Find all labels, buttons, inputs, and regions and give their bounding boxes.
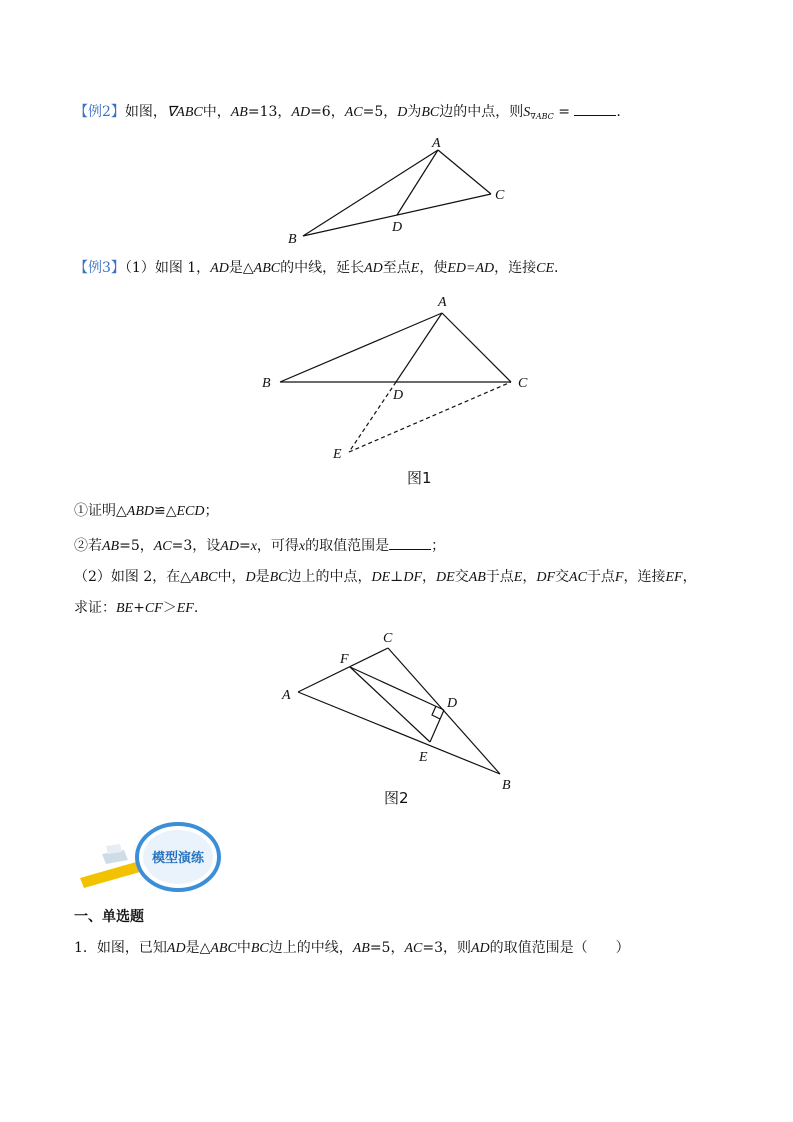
area-symbol: S xyxy=(523,105,531,120)
var: AD xyxy=(166,941,186,956)
var: EF xyxy=(665,570,683,585)
text: 边的中点，则 xyxy=(439,104,524,120)
text: 是△ xyxy=(185,940,211,956)
answer-blank[interactable] xyxy=(389,535,431,550)
var: ABD xyxy=(126,504,154,519)
model-practice-badge xyxy=(76,820,226,895)
example-2-figure xyxy=(0,0,793,260)
label-b: B xyxy=(502,778,511,793)
text: （2）如图 2，在△ xyxy=(74,569,192,585)
text: 是△ xyxy=(228,260,254,276)
segment-ac xyxy=(442,313,511,382)
text: 边上的中点， xyxy=(287,569,372,585)
label-b: B xyxy=(262,376,271,391)
text: . xyxy=(554,260,559,276)
part-2-line-2 xyxy=(74,598,198,619)
example-3-line xyxy=(74,258,558,279)
example-2-tag: 【例2】 xyxy=(74,104,125,120)
var: BE xyxy=(116,601,134,616)
text: 的取值范围是（ ） xyxy=(489,940,630,956)
label-e: E xyxy=(333,447,342,462)
part-2-line-1 xyxy=(74,567,697,588)
text: + xyxy=(133,600,145,616)
figure-1-caption: 图1 xyxy=(407,469,432,487)
text: 中， xyxy=(202,104,231,120)
text: ，使 xyxy=(419,260,448,276)
var: x xyxy=(250,539,257,554)
var: AB xyxy=(102,539,120,554)
text: = xyxy=(238,538,251,554)
text: ≌△ xyxy=(154,503,177,519)
segment-ef xyxy=(350,667,430,742)
label-d: D xyxy=(393,388,404,403)
area-subscript: ∇ABC xyxy=(530,112,554,121)
figure-1 xyxy=(0,280,793,470)
text: ， xyxy=(422,569,437,585)
segment-ac xyxy=(438,150,491,194)
label-f: F xyxy=(340,652,349,667)
label-e: E xyxy=(419,750,428,765)
var: D xyxy=(397,105,408,120)
var: AC xyxy=(153,539,172,554)
var: CF xyxy=(144,601,163,616)
text: 的中线，延长 xyxy=(280,260,365,276)
var: AD xyxy=(291,105,311,120)
var: AB xyxy=(352,941,370,956)
text: （1）如图 1， xyxy=(124,260,211,276)
var: AD xyxy=(210,261,229,276)
var: D xyxy=(245,570,256,585)
text: ； xyxy=(431,538,446,554)
var: ABC xyxy=(210,941,237,956)
text: 是 xyxy=(255,569,270,585)
text: ，连接 xyxy=(623,569,666,585)
var: AC xyxy=(404,941,423,956)
text: ⊥ xyxy=(390,569,404,585)
text: 交 xyxy=(555,569,570,585)
var: AD xyxy=(471,941,490,956)
figure-2-caption: 图2 xyxy=(384,789,409,807)
label-a: A xyxy=(438,295,447,310)
segment-ce xyxy=(349,382,511,452)
text: ， xyxy=(277,104,292,120)
var: F xyxy=(614,570,624,585)
text: ， xyxy=(330,104,345,120)
label-a: A xyxy=(432,136,441,151)
text: 中 xyxy=(236,940,251,956)
var: x xyxy=(298,539,306,554)
text: 边上的中线， xyxy=(268,940,353,956)
text: ②若 xyxy=(74,538,102,554)
var: ECD xyxy=(176,504,205,519)
text: 于点 xyxy=(586,569,615,585)
value: =6 xyxy=(310,104,331,120)
var: AC xyxy=(569,570,587,585)
section-title: 一、单选题 xyxy=(74,909,144,925)
text: 至点 xyxy=(382,260,411,276)
var: CE xyxy=(536,261,554,276)
var: AD xyxy=(364,261,383,276)
segment-ab xyxy=(298,692,500,774)
text: ； xyxy=(204,503,219,519)
label-c: C xyxy=(518,376,528,391)
var: AB xyxy=(230,105,248,120)
segment-df xyxy=(350,667,444,710)
text: . xyxy=(193,600,199,616)
var: DE xyxy=(371,570,391,585)
example-3-tag: 【例3】 xyxy=(74,260,125,276)
text: 求证： xyxy=(74,600,116,616)
var: BC xyxy=(269,570,288,585)
text: = xyxy=(553,104,575,120)
value: =13 xyxy=(247,104,278,120)
var: BC xyxy=(250,941,269,956)
figure-2 xyxy=(0,625,793,795)
var: DE xyxy=(436,570,455,585)
text: ， xyxy=(522,569,537,585)
var: AD xyxy=(220,539,239,554)
text: 交 xyxy=(454,569,469,585)
text: =5， xyxy=(369,940,405,956)
badge-label: 模型演练 xyxy=(151,851,205,866)
var: ABC xyxy=(191,570,218,585)
single-choice-question-1 xyxy=(74,938,630,959)
text: . xyxy=(616,104,621,120)
text: =3，则 xyxy=(422,940,471,956)
text: =3，设 xyxy=(171,538,221,554)
label-c: C xyxy=(495,188,505,203)
var: DF xyxy=(403,570,423,585)
label-c: C xyxy=(383,631,393,646)
var: EF xyxy=(176,601,194,616)
segment-ab xyxy=(280,313,442,382)
segment-ad xyxy=(397,150,438,215)
label-d: D xyxy=(447,696,458,711)
triangle-symbol: ∇ABC xyxy=(166,105,203,120)
var: BC xyxy=(421,105,440,120)
question-2 xyxy=(74,535,445,557)
value: =5 xyxy=(362,104,384,120)
var: DF xyxy=(536,570,556,585)
text: ，连接 xyxy=(494,260,537,276)
text: 为 xyxy=(407,104,422,120)
label-b: B xyxy=(288,232,297,247)
var: AC xyxy=(344,105,363,120)
text: ＞ xyxy=(162,600,177,616)
text: ①证明△ xyxy=(74,503,127,519)
text: =5， xyxy=(119,538,154,554)
var: E xyxy=(513,570,523,585)
text: ， xyxy=(682,569,697,585)
text: 于点 xyxy=(485,569,514,585)
text: 的取值范围是 xyxy=(305,538,390,554)
text: ，可得 xyxy=(256,538,299,554)
var: AB xyxy=(468,570,486,585)
text: 1．如图，已知 xyxy=(74,940,167,956)
text: 中， xyxy=(217,569,246,585)
label-d: D xyxy=(392,220,403,235)
var: ED=AD xyxy=(447,261,495,276)
segment-de xyxy=(349,382,396,452)
text: 如图， xyxy=(124,104,167,120)
var: ABC xyxy=(253,261,281,276)
label-a: A xyxy=(282,688,291,703)
text: ， xyxy=(383,104,398,120)
var: E xyxy=(410,261,420,276)
question-1 xyxy=(74,501,219,522)
segment-ab xyxy=(303,150,438,236)
